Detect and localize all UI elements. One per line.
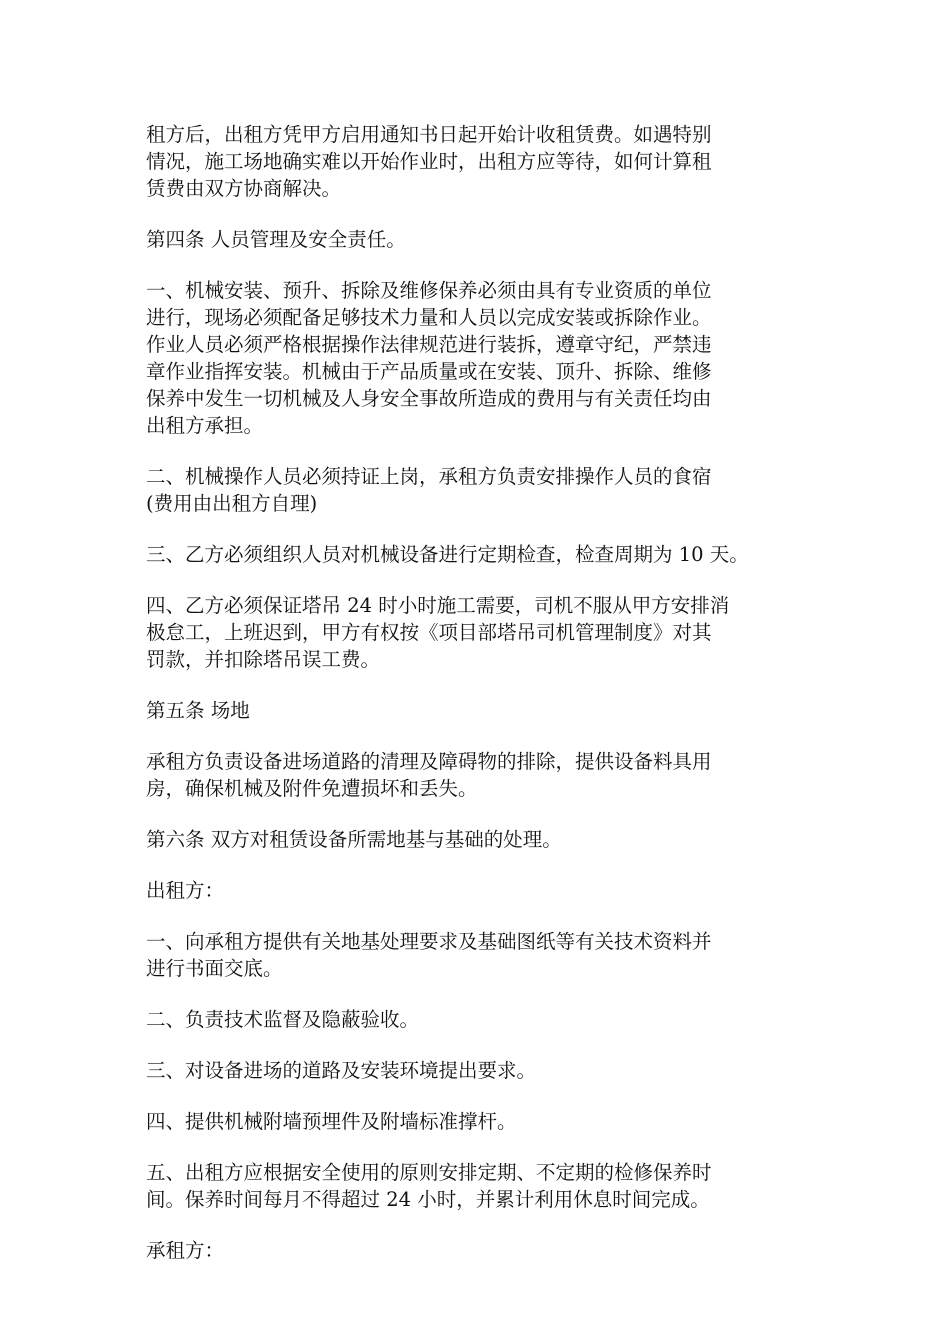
document-page — [146, 121, 814, 1288]
text-line: 承租方： — [146, 1239, 225, 1262]
subheading-lessor — [146, 877, 814, 904]
text-line: 三、乙方必须组织人员对机械设备进行定期检查，检查周期为 10 天。 — [146, 543, 749, 566]
subheading-lessee — [146, 1237, 814, 1264]
text-line: 赁费由双方协商解决。 — [146, 177, 342, 200]
paragraph-lessor-item-5 — [146, 1159, 814, 1213]
text-line: 出租方： — [146, 879, 225, 902]
heading-article-5 — [146, 697, 814, 724]
text-line: 间。保养时间每月不得超过 24 小时，并累计利用休息时间完成。 — [146, 1188, 710, 1211]
text-line: 极怠工，上班迟到，甲方有权按《项目部塔吊司机管理制度》对其 — [146, 621, 712, 644]
text-line: 第五条 场地 — [146, 699, 250, 722]
paragraph-lessor-item-2 — [146, 1006, 814, 1033]
text-line: 四、提供机械附墙预埋件及附墙标准撑杆。 — [146, 1110, 517, 1133]
text-line: 三、对设备进场的道路及安装环境提出要求。 — [146, 1059, 537, 1082]
text-line: 二、机械操作人员必须持证上岗，承租方负责安排操作人员的食宿 — [146, 465, 712, 488]
paragraph-article-4-item-3 — [146, 541, 814, 568]
text-line: 二、负责技术监督及隐蔽验收。 — [146, 1008, 420, 1031]
paragraph-article-4-item-2 — [146, 463, 814, 517]
text-line: (费用由出租方自理) — [146, 492, 318, 515]
text-line: 作业人员必须严格根据操作法律规范进行装拆，遵章守纪，严禁违 — [146, 333, 712, 356]
heading-article-4 — [146, 226, 814, 253]
text-line: 罚款，并扣除塔吊误工费。 — [146, 648, 381, 671]
paragraph-article-5-body — [146, 748, 814, 802]
text-line: 五、出租方应根据安全使用的原则安排定期、不定期的检修保养时 — [146, 1161, 712, 1184]
text-line: 一、向承租方提供有关地基处理要求及基础图纸等有关技术资料并 — [146, 930, 712, 953]
text-line: 进行，现场必须配备足够技术力量和人员以完成安装或拆除作业。 — [146, 306, 712, 329]
text-line: 保养中发生一切机械及人身安全事故所造成的费用与有关责任均由 — [146, 387, 712, 410]
text-line: 情况，施工场地确实难以开始作业时，出租方应等待，如何计算租 — [146, 150, 712, 173]
text-line: 一、机械安装、预升、拆除及维修保养必须由具有专业资质的单位 — [146, 279, 712, 302]
paragraph-lease-start — [146, 121, 814, 202]
text-line: 第六条 双方对租赁设备所需地基与基础的处理。 — [146, 828, 562, 851]
text-line: 房，确保机械及附件免遭损坏和丢失。 — [146, 777, 478, 800]
text-line: 第四条 人员管理及安全责任。 — [146, 228, 406, 251]
paragraph-lessor-item-4 — [146, 1108, 814, 1135]
text-line: 四、乙方必须保证塔吊 24 时小时施工需要，司机不服从甲方安排消 — [146, 594, 730, 617]
text-line: 出租方承担。 — [146, 414, 264, 437]
text-line: 进行书面交底。 — [146, 957, 283, 980]
text-line: 租方后，出租方凭甲方启用通知书日起开始计收租赁费。如遇特别 — [146, 123, 712, 146]
paragraph-lessor-item-3 — [146, 1057, 814, 1084]
text-line: 承租方负责设备进场道路的清理及障碍物的排除，提供设备料具用 — [146, 750, 712, 773]
text-line: 章作业指挥安装。机械由于产品质量或在安装、顶升、拆除、维修 — [146, 360, 712, 383]
heading-article-6 — [146, 826, 814, 853]
paragraph-article-4-item-1 — [146, 277, 814, 439]
paragraph-lessor-item-1 — [146, 928, 814, 982]
paragraph-article-4-item-4 — [146, 592, 814, 673]
